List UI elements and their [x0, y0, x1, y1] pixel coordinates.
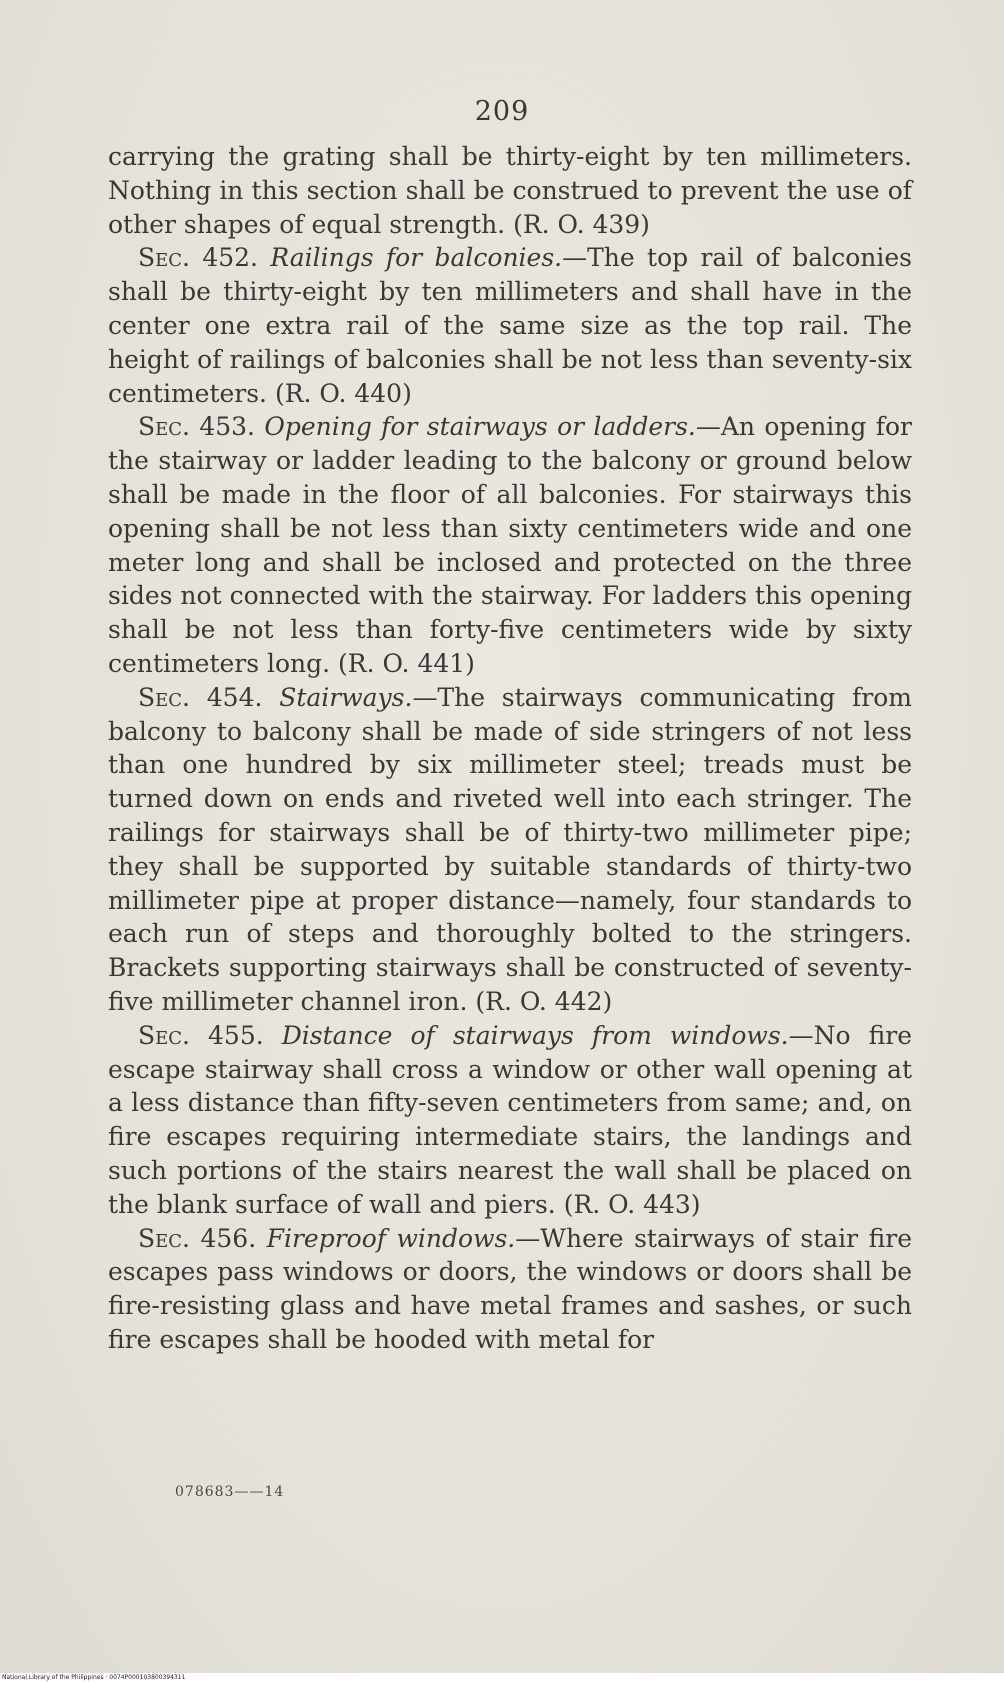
section-label: Sec. 455.: [138, 1020, 264, 1050]
body-text: [108, 140, 912, 1357]
section-452: [108, 241, 912, 410]
section-text: —An opening for the stairway or ladder leading to the balcony or ground below shall be made in the floor of all balconies. For stairways this opening shall be not less than sixty centimeters wide and one meter long and shall be inclosed and protected on the three sides not connected with the stairway. For ladders this opening shall be not less than forty-five centimeters wide by sixty centimeters long. (R. O. 441): [108, 412, 912, 678]
scan-credit: National Library of the Philippines · 0074P000103800394311: [2, 1674, 186, 1681]
section-454: [108, 681, 912, 1019]
section-text: —The stairways communicating from balcony to balcony shall be made of side stringers of not less than one hundred by six millimeter steel; treads must be turned down on ends and riveted well into each stringer. The railings for stairways shall be of thirty-two millimeter pipe; they shall be supported by suitable standards of thirty-two millimeter pipe at proper distance—namely, four standards to each run of steps and thoroughly bolted to the stringers. Brackets supporting stairways shall be constructed of seventy-five millimeter channel iron. (R. O. 442): [108, 682, 912, 1016]
section-text: —Where stairways of stair fire escapes pass windows or doors, the windows or doors shall be fire-resisting glass and have metal frames and sashes, or such fire escapes shall be hooded with metal for: [108, 1223, 912, 1354]
section-text: —The top rail of balconies shall be thirty-eight by ten millimeters and shall have in the center one extra rail of the same size as the top rail. The height of railings of balconies shall be not less than seventy-six centimeters. (R. O. 440): [108, 243, 912, 408]
section-label: Sec. 456.: [138, 1223, 257, 1253]
page-number: 209: [474, 96, 530, 127]
section-text: —No fire escape stairway shall cross a window or other wall opening at a less distance than fifty-seven centimeters from same; and, on fire escapes requiring intermediate stairs, the landings and such portions of the stairs nearest the wall shall be placed on the blank surface of wall and piers. (R. O. 443): [108, 1020, 912, 1219]
printer-signature: 078683——14: [175, 1484, 285, 1500]
section-label: Sec. 454.: [138, 682, 263, 712]
section-label: Sec. 452.: [138, 243, 258, 273]
section-label: Sec. 453.: [138, 412, 255, 442]
section-title: Railings for balconies.: [270, 243, 563, 273]
section-455: [108, 1019, 912, 1222]
section-title: Distance of stairways from windows.: [281, 1020, 789, 1050]
scan-credit-strip: [0, 1673, 1004, 1682]
section-title: Fireproof windows.: [266, 1223, 516, 1253]
section-456: [108, 1222, 912, 1357]
intro-paragraph: carrying the grating shall be thirty-eight by ten millimeters. Nothing in this section shall be construed to prevent the use of other shapes of equal strength. (R. O. 439): [108, 142, 912, 239]
section-title: Stairways.: [279, 682, 413, 712]
section-453: [108, 410, 912, 680]
section-title: Opening for stairways or ladders.: [264, 412, 696, 442]
